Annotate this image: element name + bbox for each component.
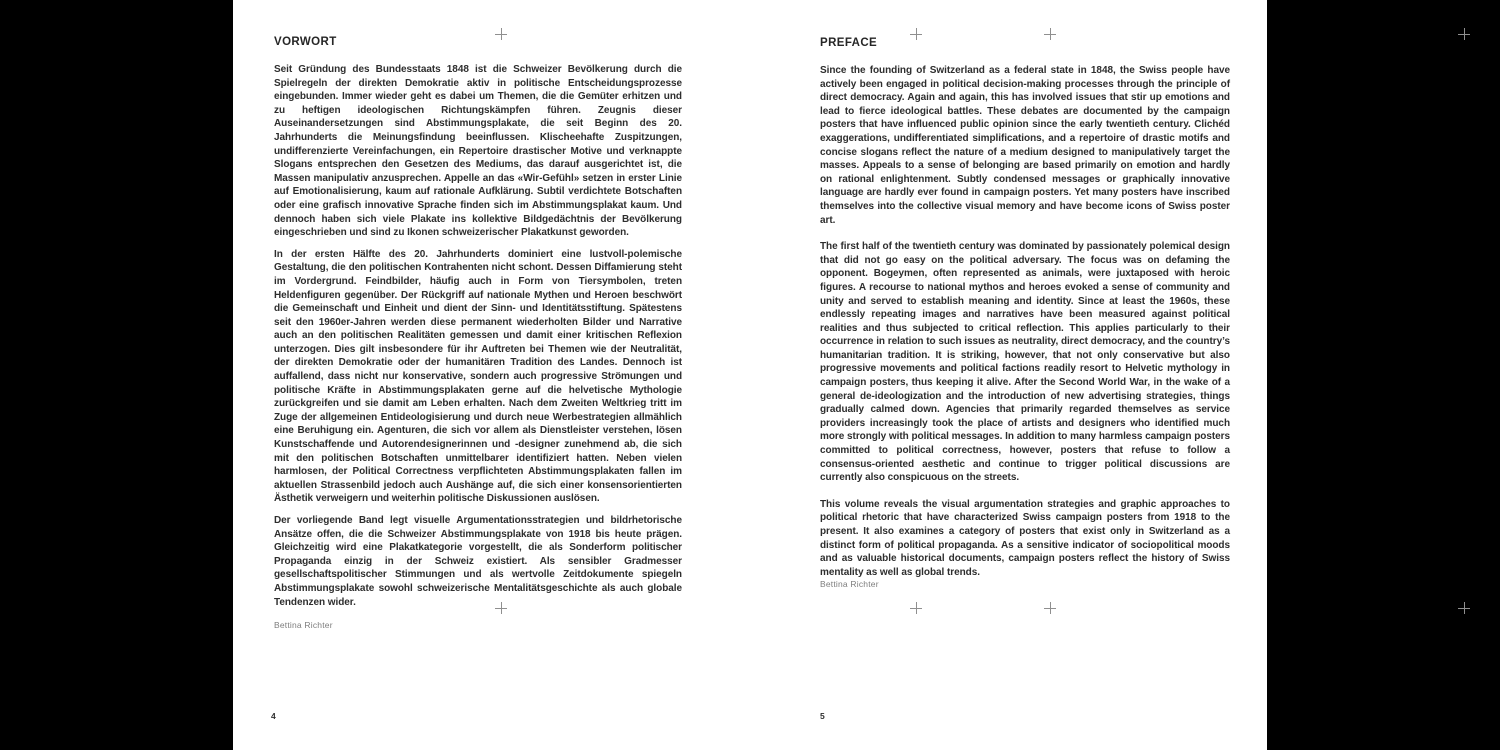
body-text-english <box>820 64 1230 579</box>
page-right-column <box>820 37 1230 592</box>
body-paragraph: Der vorliegende Band legt visuelle Argumentationsstrategien und bildrhetorische Ansätze offen, die die Schweizer Abstimmungsplakate von 1918 bis heute prägen. Gleichzeitig wird eine Plakatkategorie vorgestellt, die als Sonderform politischer Propaganda einzig in der Schweiz existiert. Als sensibler Gradmesser gesellschaftspolitischer Stimmungen und als wertvolle Zeitdokumente spiegeln Abstimmungsplakate sowohl schweizerische Mentalitätsgeschichte als auch globale Tendenzen wider. <box>274 515 682 608</box>
body-paragraph: This volume reveals the visual argumentation strategies and graphic approaches to political rhetoric that have characterized Swiss campaign posters from 1918 to the present. It also examines a category of posters that exist only in Switzerland as a distinct form of political propaganda. As a sensitive indicator of sociopolitical moods and as valuable historical documents, campaign posters reflect the history of Swiss mentality as well as global trends. <box>820 498 1230 578</box>
body-paragraph: In der ersten Hälfte des 20. Jahrhunderts dominiert eine lustvoll-polemische Gestaltung, die den politischen Kontrahenten nicht schont. Dessen Diffamierung steht im Vordergrund. Feindbilder, häufig auch in Form von Tiersymbolen, treten Heldenfiguren gegenüber. Der Rückgriff auf nationale Mythen und Heroen beschwört die Gemeinschaft und Einheit und dient der Sinn- und Identitätsstiftung. Spätestens seit den 1960er-Jahren werden diese permanent wiederholten Bilder und Narrative auch an den politischen Realitäten gemessen und damit einer kritischen Reflexion unterzogen. Dies gilt insbesondere für ihr Auftreten bei Themen wie der Neutralität, der direkten Demokratie oder der humanitären Tradition des Landes. Dennoch ist auffallend, dass nicht nur konservative, sondern auch progressive Strömungen und politische Kräfte in Abstimmungsplakaten gerne auf die helvetische Mythologie zurückgreifen und sie damit am Leben erhalten. Nach dem Zweiten Weltkrieg tritt im Zuge der allgemeinen Entideologisierung und durch neue Werbestrategien allmählich eine Beruhigung ein. Agenturen, die sich vor allem als Dienstleister verstehen, lösen Kunstschaffende und Autorendesignerinnen und -designer zunehmend ab, die sich mit den politischen Botschaften unmittelbarer identifiziert hatten. Neben vielen harmlosen, der Political Correctness verpflichteten Abstimmungsplakaten fallen im aktuellen Strassenbild jedoch auch Aushänge auf, die sich einer konsensorientierten Ästhetik verweigern und weiterhin politische Diskussionen auslösen. <box>274 248 682 505</box>
page-left-column <box>274 36 682 617</box>
body-paragraph: Since the founding of Switzerland as a federal state in 1848, the Swiss people have actively been engaged in political decision-making processes through the principle of direct democracy. Again and again, this has involved issues that stir up emotions and lead to fierce ideological battles. These debates are documented by the campaign posters that have influenced public opinion since the early twentieth century. Clichéd exaggerations, undifferentiated simplifications, and a repertoire of drastic motifs and concise slogans reflect the nature of a medium designed to manipulatively target the masses. Appeals to a sense of belonging are based primarily on emotion and hardly on rational enlightenment. Subtly condensed messages or graphically innovative language are hardly ever found in campaign posters. Yet many posters have inscribed themselves into the collective visual memory and have become icons of Swiss poster art. <box>820 65 1230 226</box>
crop-mark-icon <box>1458 602 1470 614</box>
body-paragraph: The first half of the twentieth century was dominated by passionately polemical design that did not go easy on the political adversary. The focus was on defaming the opponent. Bogeymen, often represented as animals, were juxtaposed with heroic figures. A recourse to national mythos and heroes evoked a sense of community and unity and served to establish meaning and identity. Since at least the 1960s, these endlessly repeating images and narratives have been measured against political realities and thus subjected to critical reflection. This applies particularly to their occurrence in relation to such issues as neutrality, direct democracy, and the country’s humanitarian tradition. It is striking, however, that not only conservative but also progressive movements and political factions readily resort to Helvetic mythology in campaign posters, thus keeping it alive. After the Second World War, in the wake of a general de-ideologization and the introduction of new advertising strategies, things gradually calmed down. Agencies that primarily regarded themselves as service providers increasingly took the place of artists and designers who identified much more strongly with political messages. In addition to many harmless campaign posters committed to political correctness, however, posters that refuse to follow a consensus-oriented aesthetic and continue to trigger political discussions are currently also conspicuous on the streets. <box>820 241 1230 484</box>
body-paragraph: Seit Gründung des Bundesstaats 1848 ist die Schweizer Bevölkerung durch die Spielregeln der direkten Demokratie aktiv in politische Entscheidungsprozesse eingebunden. Immer wieder geht es dabei um Themen, die die Gemüter erhitzen und zu heftigen ideologischen Richtungskämpfen führen. Zeugnis dieser Auseinandersetzungen sind Abstimmungsplakate, die seit Beginn des 20. Jahrhunderts die Meinungsfindung beeinflussen. Klischeehafte Zuspitzungen, undifferenzierte Vereinfachungen, ein Repertoire drastischer Motive und verknappte Slogans entsprechen den Gesetzen des Mediums, das darauf ausgerichtet ist, die Massen manipulativ anzusprechen. Appelle an das «Wir-Gefühl» setzen in erster Linie auf Emotionalisierung, kaum auf rationale Aufklärung. Subtil verdichtete Botschaften oder eine grafisch innovative Sprache finden sich im Abstimmungsplakat kaum. Und dennoch haben sich viele Plakate ins kollektive Bildgedächtnis der Bevölkerung eingeschrieben und sind zu Ikonen schweizerischer Plakatkunst geworden. <box>274 64 682 239</box>
page-number: 4 <box>271 711 276 721</box>
body-text-german <box>274 63 682 609</box>
crop-mark-icon <box>1044 602 1056 614</box>
crop-mark-icon <box>910 602 922 614</box>
page-title: VORWORT <box>274 36 337 48</box>
page-number: 5 <box>820 711 825 721</box>
page-title: PREFACE <box>820 37 878 49</box>
author-signature: Bettina Richter <box>820 579 879 589</box>
crop-mark-icon <box>1458 28 1470 40</box>
author-signature: Bettina Richter <box>274 620 333 630</box>
